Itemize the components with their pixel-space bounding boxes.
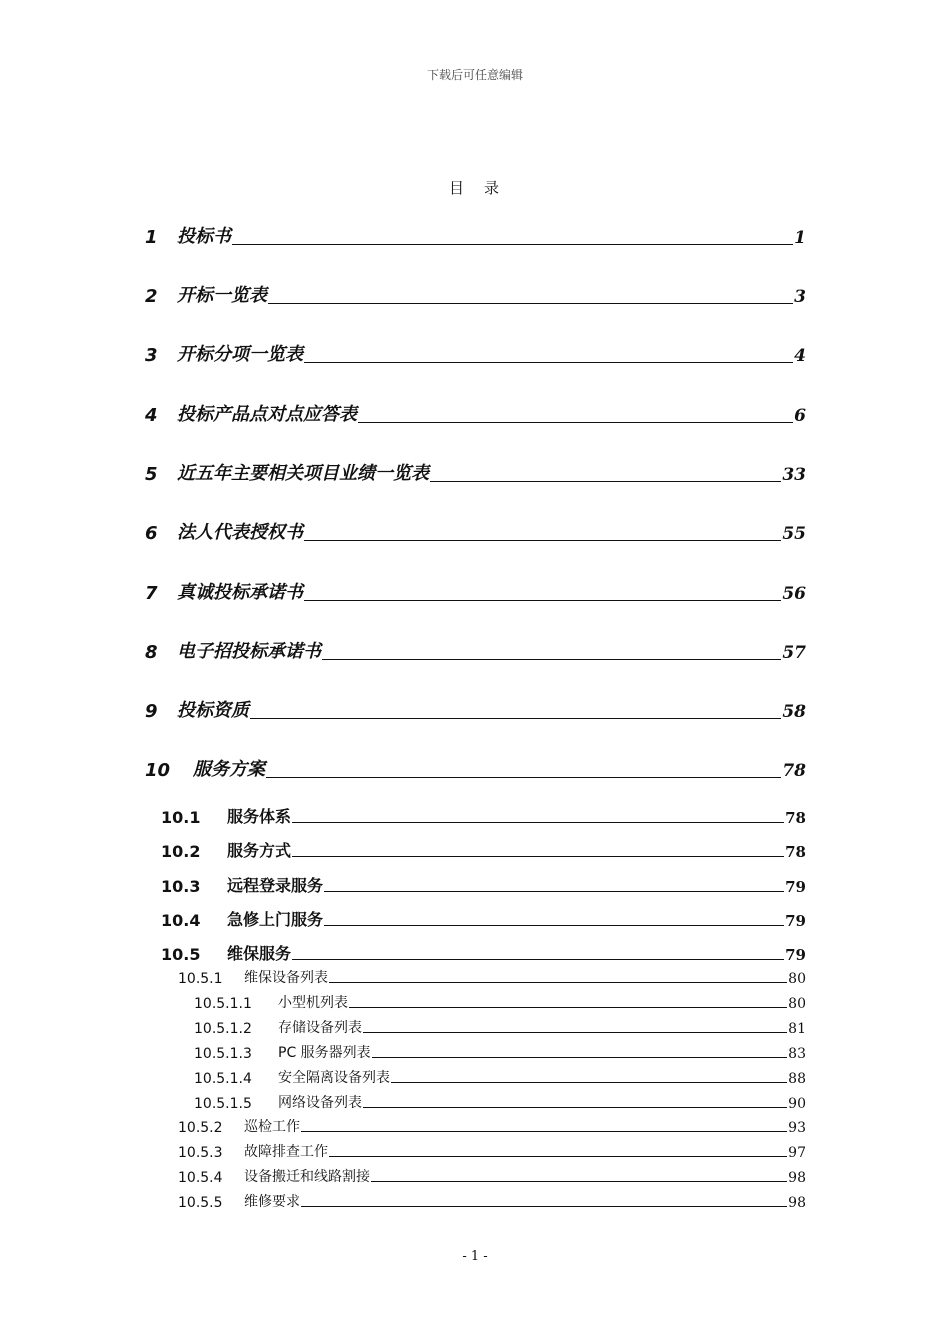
toc-entry-number: 4 [145, 405, 158, 426]
toc-entry[interactable] [0, 400, 950, 426]
toc-entry-title: 开标分项一览表 [177, 344, 303, 365]
toc-entry-title: 网络设备列表 [278, 1095, 362, 1111]
toc-entry-number: 3 [145, 345, 158, 366]
toc-entry-number: 1 [145, 227, 158, 248]
toc-entry-number: 10 [145, 760, 171, 781]
toc-entry-title: 电子招投标承诺书 [177, 641, 321, 662]
toc-entry-page: 6 [794, 406, 806, 426]
toc-title [0, 177, 950, 198]
toc-entry-page: 80 [788, 971, 806, 987]
toc-entry-page: 4 [794, 346, 806, 366]
toc-entry-title: 小型机列表 [278, 995, 348, 1011]
toc-entry[interactable] [0, 340, 950, 366]
toc-entry[interactable] [0, 941, 950, 964]
toc-entry-title: 投标资质 [177, 700, 249, 721]
toc-entry-number: 10.5 [161, 945, 201, 964]
toc-title-char-2: 录 [484, 179, 502, 197]
toc-entry-number: 10.1 [161, 808, 201, 827]
toc-entry-title: 法人代表授权书 [177, 522, 303, 543]
toc-entry-number: 10.2 [161, 842, 201, 861]
toc-leader-line [324, 925, 784, 926]
toc-entry[interactable] [0, 1191, 950, 1211]
toc-entry[interactable] [0, 1116, 950, 1136]
toc-entry-page: 57 [782, 643, 806, 663]
toc-entry-number: 2 [145, 286, 158, 307]
toc-leader-line [372, 1057, 788, 1058]
toc-entry-title: 开标一览表 [177, 285, 267, 306]
toc-entry[interactable] [0, 281, 950, 307]
toc-entry-page: 78 [785, 809, 806, 827]
toc-entry[interactable] [0, 578, 950, 604]
toc-leader-line [268, 303, 793, 304]
toc-title-char-1: 目 [448, 179, 466, 197]
toc-entry-page: 88 [788, 1071, 806, 1087]
toc-leader-line [304, 600, 781, 601]
toc-entry-page: 98 [788, 1170, 806, 1186]
toc-entry-number: 10.3 [161, 877, 201, 896]
toc-entry-title: 投标书 [177, 226, 231, 247]
toc-entry-title: 真诚投标承诺书 [177, 582, 303, 603]
toc-leader-line [250, 718, 781, 719]
toc-entry-page: 80 [788, 996, 806, 1012]
toc-entry[interactable] [0, 1166, 950, 1186]
toc-leader-line [358, 422, 793, 423]
toc-entry[interactable] [0, 518, 950, 544]
toc-entry-page: 78 [782, 761, 806, 781]
toc-entry-number: 7 [145, 583, 158, 604]
toc-leader-line [292, 959, 784, 960]
toc-entry-number: 9 [145, 701, 158, 722]
toc-leader-line [266, 777, 781, 778]
toc-leader-line [371, 1181, 787, 1182]
toc-entry[interactable] [0, 1017, 950, 1037]
toc-entry-page: 1 [794, 228, 806, 248]
toc-entry-title: 存储设备列表 [278, 1020, 362, 1036]
toc-entry-title: 巡检工作 [244, 1119, 300, 1135]
toc-entry-page: 78 [785, 843, 806, 861]
toc-entry-title: 服务体系 [227, 807, 292, 826]
toc-entry-number: 10.5.1.3 [194, 1046, 252, 1062]
toc-entry[interactable] [0, 755, 950, 781]
toc-entry-page: 93 [788, 1120, 806, 1136]
toc-entry-number: 10.5.1.4 [194, 1071, 252, 1087]
toc-entry[interactable] [0, 1042, 950, 1062]
toc-entry[interactable] [0, 1067, 950, 1087]
toc-leader-line [391, 1082, 787, 1083]
toc-entry[interactable] [0, 804, 950, 827]
toc-leader-line [301, 1206, 787, 1207]
toc-entry-page: 3 [794, 287, 806, 307]
toc-entry-page: 79 [785, 878, 806, 896]
toc-entry-number: 10.5.3 [178, 1145, 223, 1161]
toc-entry-page: 90 [788, 1096, 806, 1112]
toc-entry[interactable] [0, 907, 950, 930]
toc-entry-number: 10.5.4 [178, 1170, 223, 1186]
toc-entry-title: 维保服务 [227, 944, 292, 963]
toc-entry-page: 55 [782, 524, 806, 544]
toc-entry-page: 81 [788, 1021, 806, 1037]
toc-entry-number: 10.5.1.1 [194, 996, 252, 1012]
toc-leader-line [301, 1131, 787, 1132]
toc-leader-line [430, 481, 781, 482]
toc-entry-title: 近五年主要相关项目业绩一览表 [177, 463, 429, 484]
toc-entry-number: 10.4 [161, 911, 201, 930]
toc-entry[interactable] [0, 838, 950, 861]
toc-leader-line [329, 982, 787, 983]
toc-entry-title: 维保设备列表 [244, 970, 328, 986]
toc-entry-title: 投标产品点对点应答表 [177, 404, 357, 425]
toc-entry-title: 设备搬迁和线路割接 [244, 1169, 370, 1185]
toc-entry[interactable] [0, 637, 950, 663]
toc-leader-line [363, 1107, 787, 1108]
toc-entry[interactable] [0, 459, 950, 485]
toc-leader-line [304, 362, 793, 363]
toc-entry-title: 维修要求 [244, 1194, 300, 1210]
toc-entry-number: 5 [145, 464, 158, 485]
toc-entry-page: 83 [788, 1046, 806, 1062]
toc-entry[interactable] [0, 1141, 950, 1161]
toc-entry-title: 远程登录服务 [227, 876, 324, 895]
toc-entry-title: 服务方式 [227, 841, 292, 860]
toc-entry-number: 10.5.1.2 [194, 1021, 252, 1037]
toc-leader-line [292, 856, 784, 857]
toc-entry[interactable] [0, 992, 950, 1012]
toc-entry-title: 安全隔离设备列表 [278, 1070, 390, 1086]
toc-entry[interactable] [0, 967, 950, 987]
toc-entry[interactable] [0, 1092, 950, 1112]
toc-entry-title: PC 服务器列表 [278, 1045, 371, 1061]
toc-entry-number: 10.5.1.5 [194, 1096, 252, 1112]
toc-entry[interactable] [0, 222, 950, 248]
toc-entry-number: 10.5.1 [178, 971, 223, 987]
toc-leader-line [324, 891, 784, 892]
toc-entry-page: 97 [788, 1145, 806, 1161]
header-note: 下载后可任意编辑 [426, 68, 523, 82]
toc-entry-number: 10.5.2 [178, 1120, 223, 1136]
toc-leader-line [304, 540, 781, 541]
toc-entry-number: 6 [145, 523, 158, 544]
toc-leader-line [363, 1032, 787, 1033]
toc-entry-title: 急修上门服务 [227, 910, 324, 929]
toc-entry-page: 58 [782, 702, 806, 722]
page-number: - 1 - [462, 1249, 488, 1264]
toc-leader-line [322, 659, 781, 660]
toc-entry-title: 服务方案 [193, 759, 265, 780]
toc-entry-title: 故障排查工作 [244, 1144, 328, 1160]
toc-leader-line [232, 244, 793, 245]
toc-leader-line [349, 1007, 787, 1008]
toc-entry-page: 79 [785, 946, 806, 964]
toc-entry-number: 10.5.5 [178, 1195, 223, 1211]
toc-entry-page: 56 [782, 584, 806, 604]
toc-leader-line [329, 1156, 787, 1157]
toc-entry[interactable] [0, 873, 950, 896]
toc-entry-page: 33 [782, 465, 806, 485]
toc-entry[interactable] [0, 696, 950, 722]
toc-entry-page: 79 [785, 912, 806, 930]
toc-entry-number: 8 [145, 642, 158, 663]
toc-leader-line [292, 822, 784, 823]
toc-entry-page: 98 [788, 1195, 806, 1211]
